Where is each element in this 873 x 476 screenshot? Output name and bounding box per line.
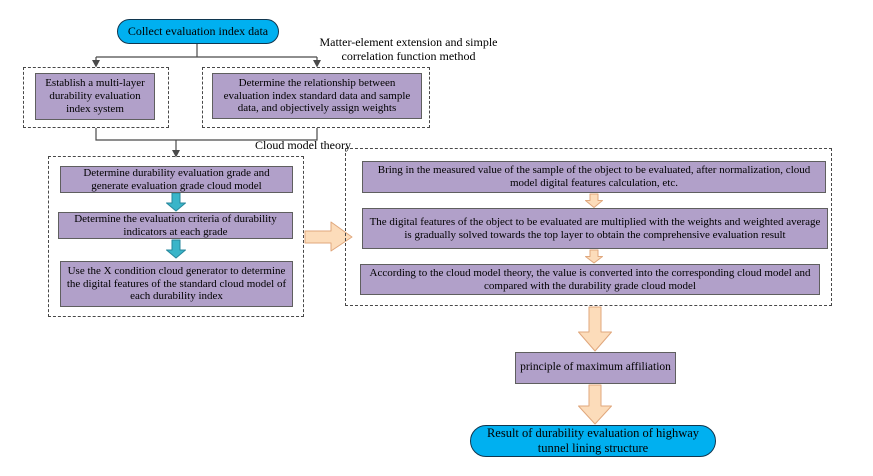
- matter-element-method-label: Matter-element extension and simple correlation function method: [319, 35, 498, 63]
- assign-weights-box: Determine the relationship between evaluation index standard data and sample data, and objectively assign weights: [212, 73, 422, 119]
- x-condition-generator-box: Use the X condition cloud generator to determine the digital features of the standard cloud model of each durability index: [60, 261, 293, 307]
- start-node: Collect evaluation index data: [117, 19, 279, 44]
- peach-down-arrow-3-icon: [579, 307, 612, 351]
- connector-start-split: [96, 44, 317, 61]
- result-node: Result of durability evaluation of highway tunnel lining structure: [470, 425, 716, 457]
- weighted-average-box: The digital features of the object to be evaluated are multiplied with the weights and weighted average is gradually solved towards the top layer to obtain the comprehensive evaluation result: [362, 208, 828, 249]
- principle-of-maximum-affiliation-box: principle of maximum affiliation: [515, 352, 676, 384]
- establish-index-system-box: Establish a multi-layer durability evaluation index system: [35, 73, 155, 120]
- measured-value-box: Bring in the measured value of the sample of the object to be evaluated, after normalization, cloud model digital features calculation, etc.: [362, 161, 826, 193]
- cloud-grade-box: Determine durability evaluation grade and generate evaluation grade cloud model: [60, 166, 293, 193]
- convert-cloud-model-box: According to the cloud model theory, the value is converted into the corresponding cloud model and compared with the durability grade cloud model: [360, 264, 820, 295]
- peach-down-arrow-4-icon: [579, 385, 612, 424]
- evaluation-criteria-box: Determine the evaluation criteria of durability indicators at each grade: [58, 212, 293, 239]
- cloud-model-theory-label: Cloud model theory: [255, 138, 351, 152]
